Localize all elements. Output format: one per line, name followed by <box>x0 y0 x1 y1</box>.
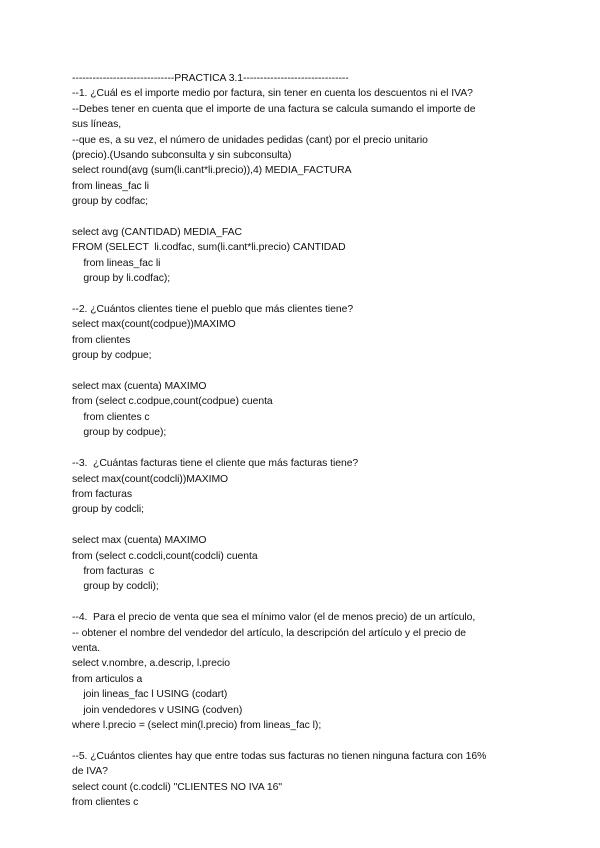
document-line: select max(count(codcli))MAXIMO <box>72 473 229 485</box>
document-line: group by codfac; <box>72 196 149 208</box>
document-line: --que es, a su vez, el número de unidades pedidas (cant) por el precio unitario <box>72 134 428 146</box>
document-line: group by codcli); <box>72 581 159 593</box>
document-line: from lineas_fac li <box>72 257 161 269</box>
document-line: group by codpue); <box>72 427 167 439</box>
document-line: de IVA? <box>72 766 108 778</box>
document-line: sus líneas, <box>72 119 122 131</box>
document-line: --5. ¿Cuántos clientes hay que entre todas sus facturas no tienen ninguna factura con 16% <box>72 750 487 762</box>
document-line: from clientes c <box>72 411 150 423</box>
document-line: select max(count(codpue))MAXIMO <box>72 319 236 331</box>
document-line: ------------------------------PRACTICA 3.1------------------------------- <box>72 73 349 84</box>
document-line: from (select c.codcli,count(codcli) cuenta <box>72 550 258 562</box>
document-line: venta. <box>72 642 101 654</box>
blank-line <box>72 733 542 748</box>
document-line: from facturas <box>72 488 132 500</box>
document-line: select avg (CANTIDAD) MEDIA_FAC <box>72 227 242 239</box>
document-body <box>72 71 542 810</box>
document-line: FROM (SELECT li.codfac, sum(li.cant*li.precio) CANTIDAD <box>72 242 346 254</box>
blank-line <box>72 595 542 610</box>
blank-line <box>72 364 542 379</box>
blank-line <box>72 210 542 225</box>
document-line: select max (cuenta) MAXIMO <box>72 381 207 393</box>
document-line: from facturas c <box>72 565 155 577</box>
document-line: select count (c.codcli) "CLIENTES NO IVA 16" <box>72 781 282 793</box>
document-line: group by codcli; <box>72 504 144 516</box>
document-line: from clientes c <box>72 796 139 808</box>
blank-line <box>72 287 542 302</box>
document-line: --3. ¿Cuántas facturas tiene el cliente que más facturas tiene? <box>72 458 359 470</box>
blank-line <box>72 518 542 533</box>
document-line: join vendedores v USING (codven) <box>72 704 243 716</box>
document-line: --1. ¿Cuál es el importe medio por factura, sin tener en cuenta los descuentos ni el IVA? <box>72 88 473 100</box>
document-line: join lineas_fac l USING (codart) <box>72 689 228 701</box>
document-line: from articulos a <box>72 673 143 685</box>
document-line: -- obtener el nombre del vendedor del artículo, la descripción del artículo y el precio de <box>72 627 467 639</box>
document-line: from clientes <box>72 334 131 346</box>
document-line: (precio).(Usando subconsulta y sin subconsulta) <box>72 150 292 162</box>
document-line: --Debes tener en cuenta que el importe de una factura se calcula sumando el importe de <box>72 103 476 115</box>
document-line: select round(avg (sum(li.cant*li.precio)),4) MEDIA_FACTURA <box>72 165 352 177</box>
document-line: select v.nombre, a.descrip, l.precio <box>72 658 230 670</box>
document-line: --4. Para el precio de venta que sea el mínimo valor (el de menos precio) de un artículo, <box>72 612 476 624</box>
document-line: group by li.codfac); <box>72 273 171 285</box>
document-line: where l.precio = (select min(l.precio) from lineas_fac l); <box>72 719 322 731</box>
document-line: select max (cuenta) MAXIMO <box>72 535 207 547</box>
document-line: group by codpue; <box>72 350 152 362</box>
document-line: --2. ¿Cuántos clientes tiene el pueblo que más clientes tiene? <box>72 304 354 316</box>
document-line: from (select c.codpue,count(codpue) cuenta <box>72 396 273 408</box>
document-line: from lineas_fac li <box>72 180 150 192</box>
blank-line <box>72 441 542 456</box>
